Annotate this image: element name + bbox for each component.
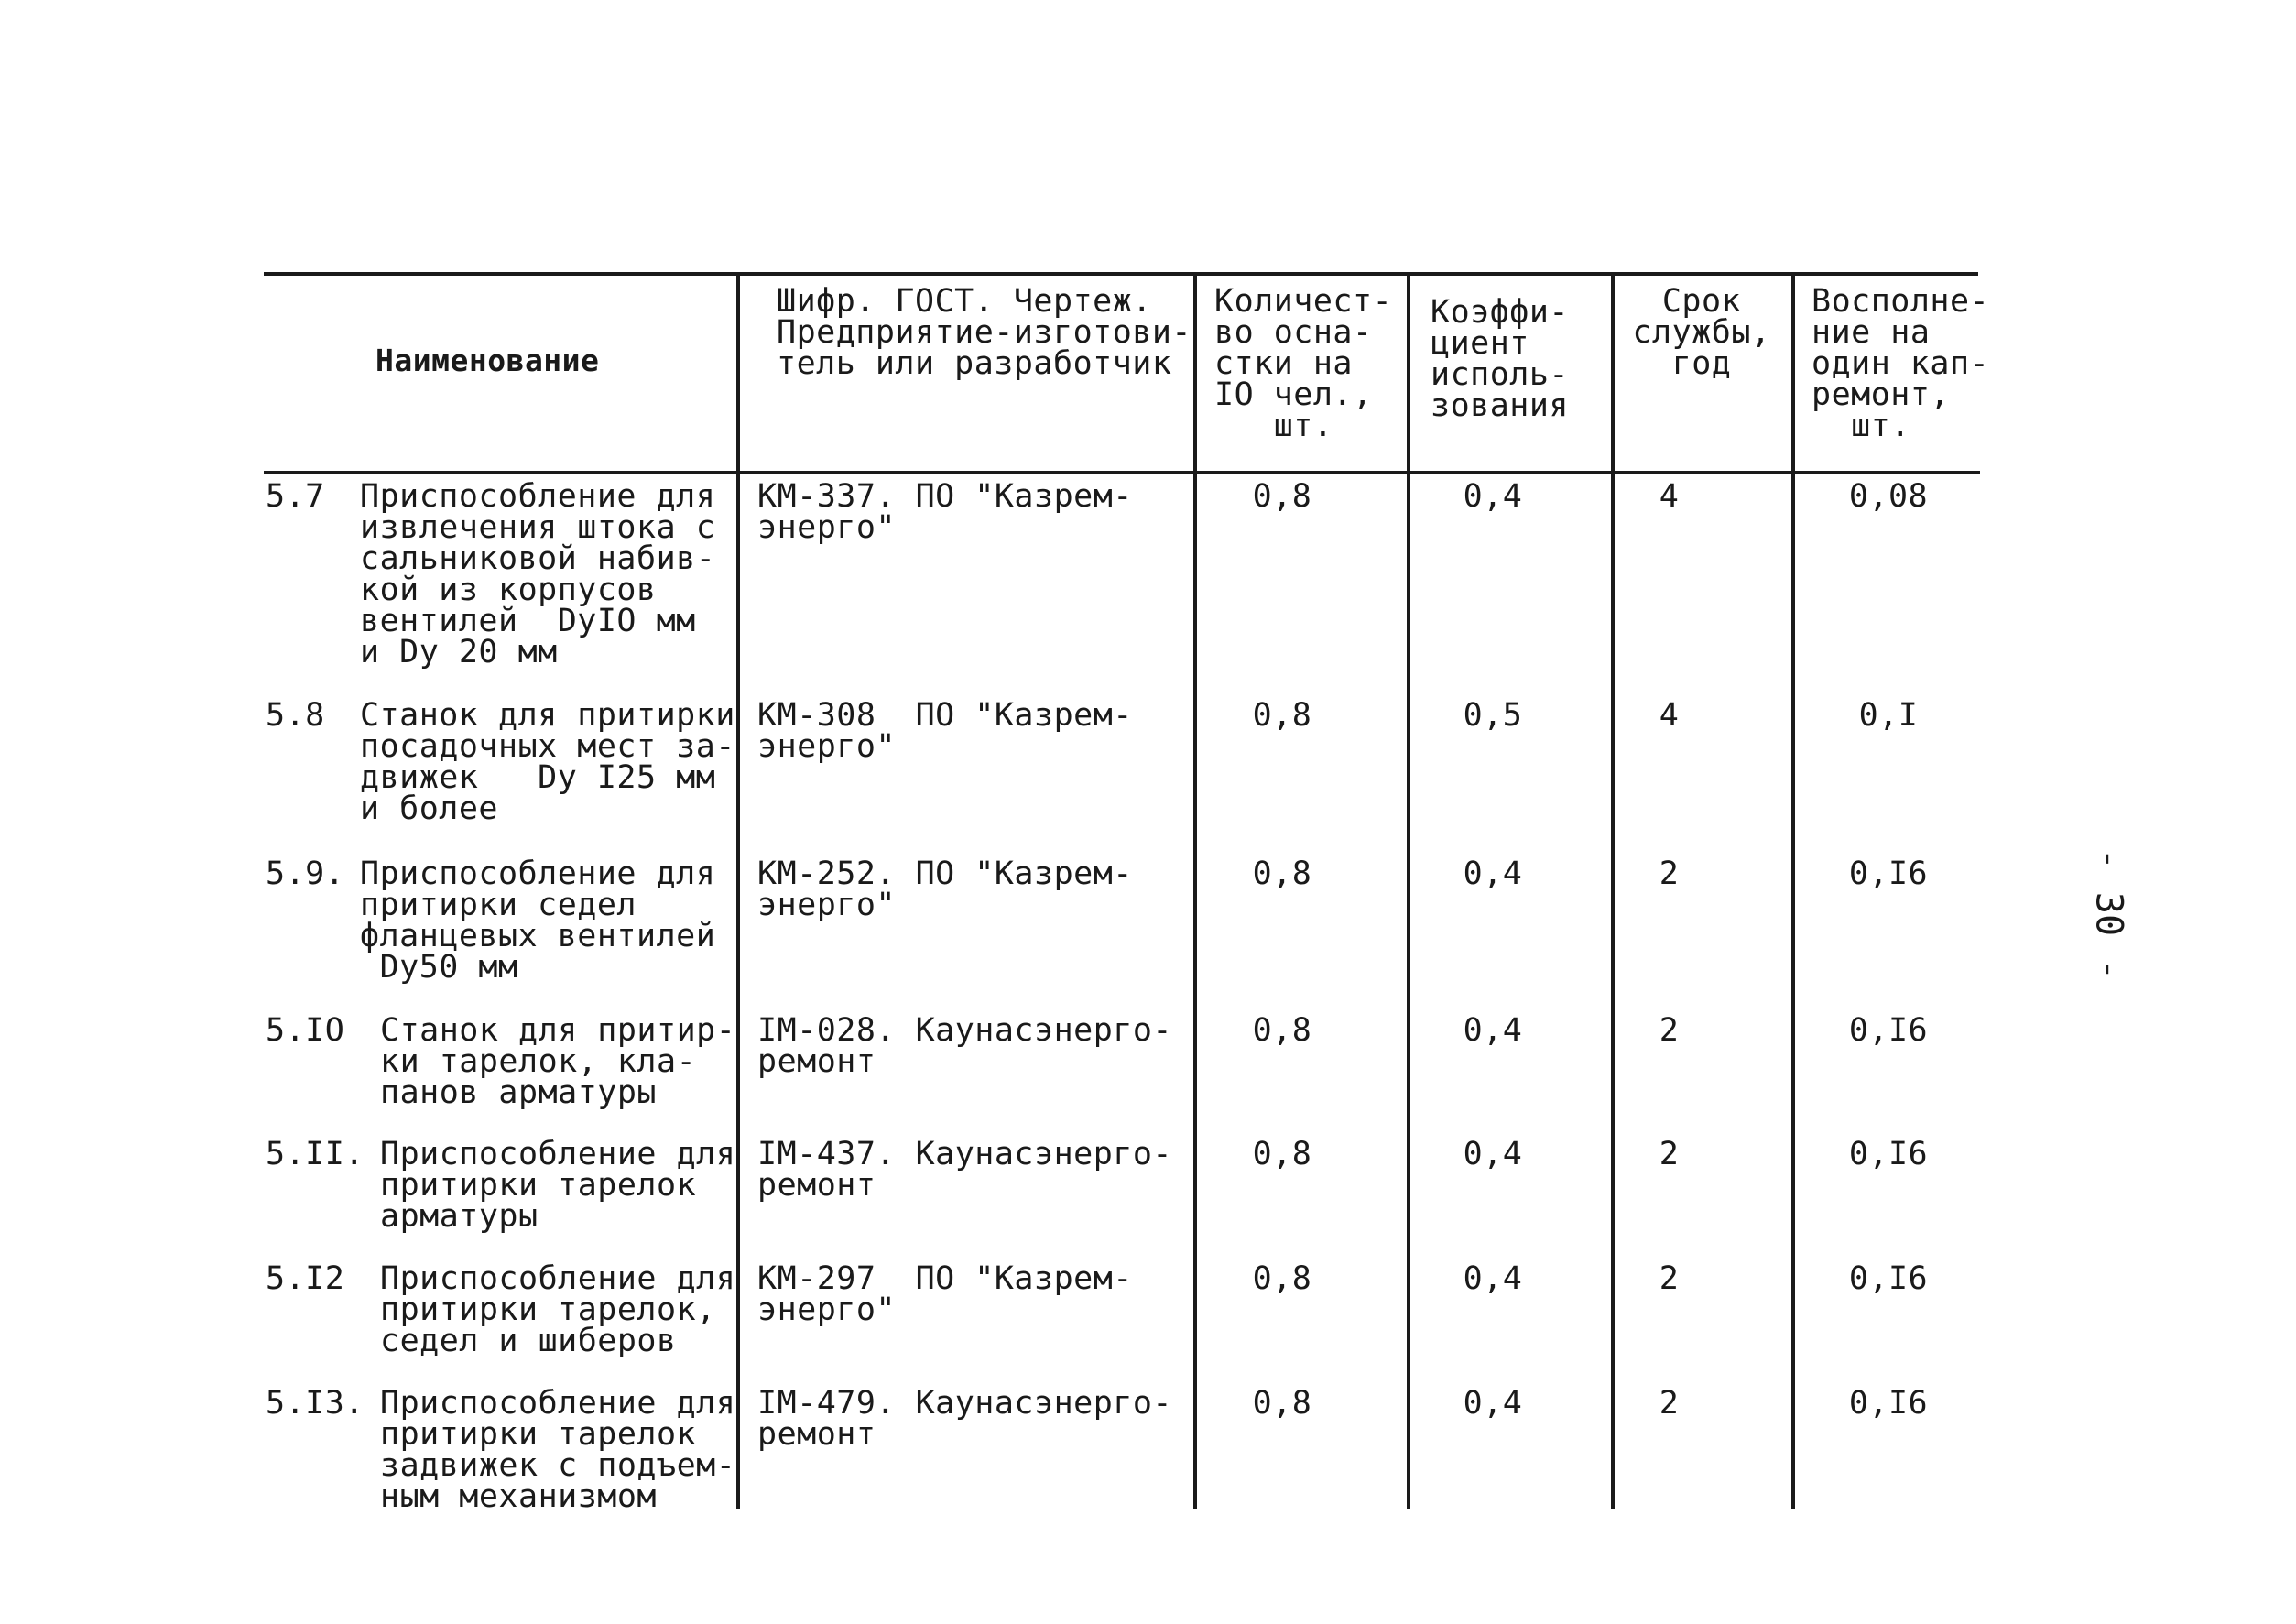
row-quantity: 0,8 (1252, 1260, 1312, 1297)
row-number: 5.9. (266, 856, 345, 892)
row-service-life: 4 (1659, 697, 1680, 734)
row-service-life: 4 (1659, 478, 1680, 515)
row-code: IМ-437. Каунасэнерго- ремонт (757, 1136, 1173, 1204)
row-replenishment: 0,I6 (1848, 1385, 1929, 1422)
row-code: КМ-308 ПО "Казрем- энерго" (757, 697, 1133, 765)
row-coefficient: 0,5 (1463, 697, 1523, 734)
row-coefficient: 0,4 (1463, 478, 1523, 515)
row-code: КМ-337. ПО "Казрем- энерго" (757, 478, 1133, 546)
header-name: Наименование (375, 343, 600, 378)
row-name: Приспособление для притирки тарелок, седел и шиберов (380, 1260, 736, 1359)
row-quantity: 0,8 (1252, 1385, 1312, 1422)
row-number: 5.7 (266, 478, 325, 515)
page-number: - 30 - (2087, 847, 2130, 981)
column-divider (736, 272, 740, 1509)
header-replenishment: Восполне- ние на один кап- ремонт, шт. (1812, 283, 1990, 444)
table-header-rule (264, 471, 1980, 474)
row-number: 5.IO (266, 1012, 345, 1049)
row-replenishment: 0,I (1858, 697, 1919, 734)
header-code: Шифр. ГОСТ. Чертеж. Предприятие-изготови- тель или разработчик (777, 283, 1192, 382)
header-coefficient: Коэффи- циент исполь- зования (1431, 294, 1570, 424)
row-service-life: 2 (1659, 1136, 1680, 1172)
row-coefficient: 0,4 (1463, 856, 1523, 892)
table-top-rule (264, 272, 1978, 276)
row-name: Станок для притирки посадочных мест за- движек Dy I25 мм и более (360, 697, 735, 827)
column-divider (1407, 272, 1410, 1509)
row-number: 5.I3. (266, 1385, 365, 1422)
row-code: IМ-479. Каунасэнерго- ремонт (757, 1385, 1173, 1453)
row-name: Станок для притир- ки тарелок, кла- панов арматуры (380, 1012, 736, 1111)
row-coefficient: 0,4 (1463, 1136, 1523, 1172)
row-code: IМ-028. Каунасэнерго- ремонт (757, 1012, 1173, 1080)
row-number: 5.I2 (266, 1260, 345, 1297)
row-service-life: 2 (1659, 1012, 1680, 1049)
row-coefficient: 0,4 (1463, 1385, 1523, 1422)
row-coefficient: 0,4 (1463, 1012, 1523, 1049)
row-quantity: 0,8 (1252, 478, 1312, 515)
row-number: 5.8 (266, 697, 325, 734)
row-replenishment: 0,I6 (1848, 856, 1929, 892)
row-service-life: 2 (1659, 1260, 1680, 1297)
row-coefficient: 0,4 (1463, 1260, 1523, 1297)
row-name: Приспособление для притирки тарелок арматуры (380, 1136, 736, 1235)
row-replenishment: 0,I6 (1848, 1012, 1929, 1049)
row-quantity: 0,8 (1252, 856, 1312, 892)
row-service-life: 2 (1659, 1385, 1680, 1422)
row-name: Приспособление для притирки седел фланцевых вентилей Dy50 мм (360, 856, 716, 986)
row-replenishment: 0,08 (1848, 478, 1929, 515)
column-divider (1193, 272, 1197, 1509)
row-name: Приспособление для притирки тарелок задвижек с подъем- ным механизмом (380, 1385, 736, 1515)
column-divider (1791, 272, 1795, 1509)
row-quantity: 0,8 (1252, 1136, 1312, 1172)
header-quantity: Количест- во осна- стки на IO чел., шт. (1214, 283, 1393, 444)
row-code: КМ-297 ПО "Казрем- энерго" (757, 1260, 1133, 1328)
row-quantity: 0,8 (1252, 697, 1312, 734)
row-number: 5.II. (266, 1136, 365, 1172)
column-divider (1611, 272, 1615, 1509)
row-replenishment: 0,I6 (1848, 1136, 1929, 1172)
row-code: КМ-252. ПО "Казрем- энерго" (757, 856, 1133, 923)
row-name: Приспособление для извлечения штока с сальниковой набив- кой из корпусов вентилей DyIO мм и Dy 20 мм (360, 478, 716, 670)
row-service-life: 2 (1659, 856, 1680, 892)
row-replenishment: 0,I6 (1848, 1260, 1929, 1297)
header-service-life: Срок службы, год (1632, 283, 1771, 382)
row-quantity: 0,8 (1252, 1012, 1312, 1049)
